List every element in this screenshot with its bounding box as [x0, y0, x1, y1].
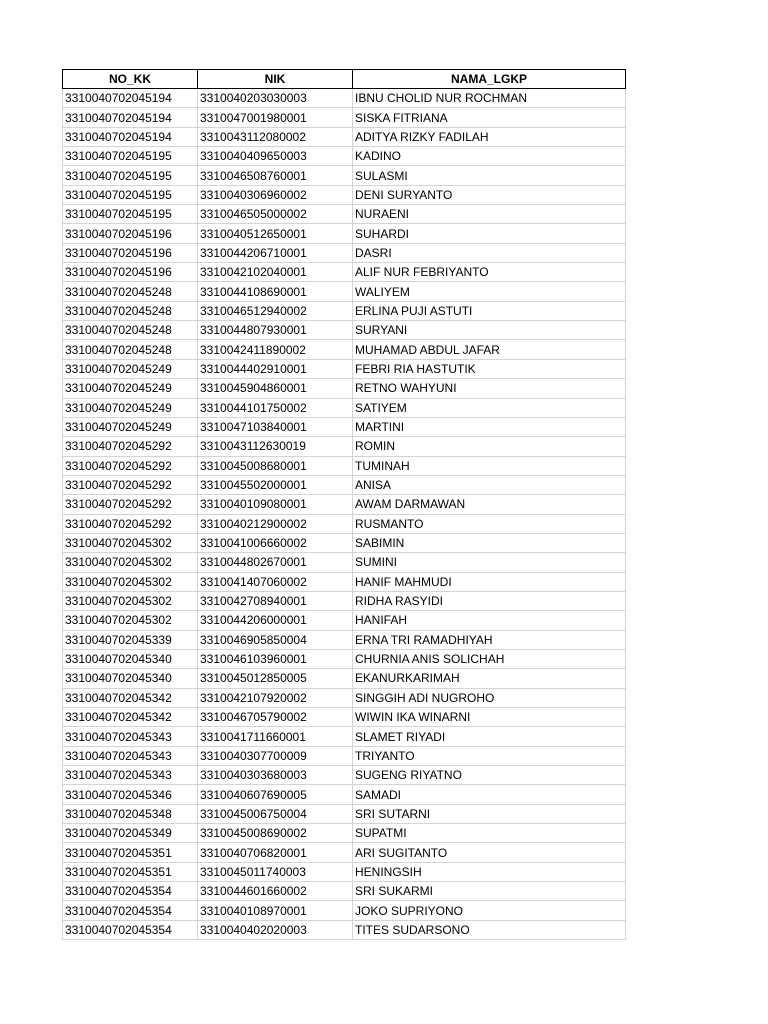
cell-no-kk: 3310040702045348: [63, 804, 198, 823]
table-row: [63, 901, 626, 920]
table-row: [63, 398, 626, 417]
cell-nama-lgkp: MUHAMAD ABDUL JAFAR: [353, 340, 626, 359]
cell-nama-lgkp: SULASMI: [353, 166, 626, 185]
cell-no-kk: 3310040702045343: [63, 746, 198, 765]
cell-nama-lgkp: CHURNIA ANIS SOLICHAH: [353, 649, 626, 668]
cell-nik: 3310046705790002: [198, 708, 353, 727]
cell-nama-lgkp: TUMINAH: [353, 456, 626, 475]
table-row: [63, 533, 626, 552]
cell-no-kk: 3310040702045292: [63, 456, 198, 475]
cell-no-kk: 3310040702045292: [63, 475, 198, 494]
header-row: [63, 70, 626, 89]
cell-nama-lgkp: DENI SURYANTO: [353, 185, 626, 204]
cell-nama-lgkp: IBNU CHOLID NUR ROCHMAN: [353, 89, 626, 108]
cell-no-kk: 3310040702045340: [63, 649, 198, 668]
column-header-nik: NIK: [198, 70, 353, 89]
cell-nama-lgkp: SUHARDI: [353, 224, 626, 243]
cell-no-kk: 3310040702045351: [63, 843, 198, 862]
table-row: [63, 417, 626, 436]
table-row: [63, 475, 626, 494]
cell-nama-lgkp: RUSMANTO: [353, 514, 626, 533]
table-row: [63, 882, 626, 901]
cell-nama-lgkp: SINGGIH ADI NUGROHO: [353, 688, 626, 707]
table-row: [63, 746, 626, 765]
cell-nik: 3310040109080001: [198, 495, 353, 514]
cell-no-kk: 3310040702045302: [63, 611, 198, 630]
table-row: [63, 843, 626, 862]
cell-nama-lgkp: ERLINA PUJI ASTUTI: [353, 301, 626, 320]
cell-nama-lgkp: WALIYEM: [353, 282, 626, 301]
cell-no-kk: 3310040702045195: [63, 185, 198, 204]
cell-no-kk: 3310040702045195: [63, 147, 198, 166]
cell-no-kk: 3310040702045248: [63, 301, 198, 320]
table-row: [63, 127, 626, 146]
table-row: [63, 243, 626, 262]
cell-nik: 3310040706820001: [198, 843, 353, 862]
cell-nik: 3310044807930001: [198, 321, 353, 340]
cell-nama-lgkp: HENINGSIH: [353, 862, 626, 881]
cell-nama-lgkp: SUPATMI: [353, 824, 626, 843]
table-row: [63, 166, 626, 185]
cell-nama-lgkp: NURAENI: [353, 205, 626, 224]
cell-no-kk: 3310040702045349: [63, 824, 198, 843]
table-row: [63, 282, 626, 301]
cell-nik: 3310046505000002: [198, 205, 353, 224]
cell-no-kk: 3310040702045302: [63, 533, 198, 552]
cell-nama-lgkp: RIDHA RASYIDI: [353, 591, 626, 610]
cell-nama-lgkp: FEBRI RIA HASTUTIK: [353, 359, 626, 378]
table-row: [63, 591, 626, 610]
cell-nama-lgkp: AWAM DARMAWAN: [353, 495, 626, 514]
cell-no-kk: 3310040702045342: [63, 688, 198, 707]
cell-no-kk: 3310040702045249: [63, 398, 198, 417]
cell-no-kk: 3310040702045340: [63, 669, 198, 688]
cell-nik: 3310044108690001: [198, 282, 353, 301]
cell-no-kk: 3310040702045196: [63, 243, 198, 262]
cell-nama-lgkp: KADINO: [353, 147, 626, 166]
cell-no-kk: 3310040702045354: [63, 920, 198, 939]
cell-nama-lgkp: HANIFAH: [353, 611, 626, 630]
cell-nama-lgkp: SRI SUKARMI: [353, 882, 626, 901]
cell-no-kk: 3310040702045248: [63, 282, 198, 301]
cell-no-kk: 3310040702045302: [63, 553, 198, 572]
cell-nama-lgkp: SUMINI: [353, 553, 626, 572]
cell-no-kk: 3310040702045196: [63, 224, 198, 243]
cell-nik: 3310044601660002: [198, 882, 353, 901]
cell-no-kk: 3310040702045248: [63, 340, 198, 359]
table-row: [63, 862, 626, 881]
cell-no-kk: 3310040702045194: [63, 108, 198, 127]
cell-no-kk: 3310040702045354: [63, 882, 198, 901]
cell-nik: 3310045008690002: [198, 824, 353, 843]
cell-nik: 3310042411890002: [198, 340, 353, 359]
cell-no-kk: 3310040702045195: [63, 166, 198, 185]
table-row: [63, 456, 626, 475]
cell-nik: 3310046508760001: [198, 166, 353, 185]
cell-nama-lgkp: SATIYEM: [353, 398, 626, 417]
cell-no-kk: 3310040702045339: [63, 630, 198, 649]
cell-nik: 3310040607690005: [198, 785, 353, 804]
cell-nik: 3310045012850005: [198, 669, 353, 688]
cell-nik: 3310043112630019: [198, 437, 353, 456]
cell-nik: 3310047103840001: [198, 417, 353, 436]
cell-nik: 3310040108970001: [198, 901, 353, 920]
cell-nama-lgkp: ARI SUGITANTO: [353, 843, 626, 862]
cell-nama-lgkp: SURYANI: [353, 321, 626, 340]
table-row: [63, 224, 626, 243]
cell-no-kk: 3310040702045354: [63, 901, 198, 920]
cell-no-kk: 3310040702045249: [63, 379, 198, 398]
cell-no-kk: 3310040702045194: [63, 89, 198, 108]
cell-no-kk: 3310040702045249: [63, 359, 198, 378]
cell-nik: 3310042708940001: [198, 591, 353, 610]
cell-nik: 3310040203030003: [198, 89, 353, 108]
cell-nama-lgkp: SABIMIN: [353, 533, 626, 552]
table-row: [63, 263, 626, 282]
table-row: [63, 321, 626, 340]
cell-nama-lgkp: SAMADI: [353, 785, 626, 804]
cell-no-kk: 3310040702045292: [63, 437, 198, 456]
cell-nik: 3310040212900002: [198, 514, 353, 533]
cell-nik: 3310042102040001: [198, 263, 353, 282]
cell-no-kk: 3310040702045292: [63, 495, 198, 514]
cell-nama-lgkp: SUGENG RIYATNO: [353, 766, 626, 785]
cell-nik: 3310040512650001: [198, 224, 353, 243]
column-header-no-kk: NO_KK: [63, 70, 198, 89]
cell-nik: 3310041407060002: [198, 572, 353, 591]
cell-nik: 3310046103960001: [198, 649, 353, 668]
table-row: [63, 379, 626, 398]
cell-nik: 3310045011740003: [198, 862, 353, 881]
cell-nik: 3310040402020003: [198, 920, 353, 939]
table-row: [63, 301, 626, 320]
cell-no-kk: 3310040702045343: [63, 727, 198, 746]
cell-no-kk: 3310040702045346: [63, 785, 198, 804]
cell-nik: 3310047001980001: [198, 108, 353, 127]
cell-no-kk: 3310040702045342: [63, 708, 198, 727]
cell-nik: 3310046512940002: [198, 301, 353, 320]
table-row: [63, 727, 626, 746]
cell-nik: 3310042107920002: [198, 688, 353, 707]
table-row: [63, 708, 626, 727]
table-row: [63, 804, 626, 823]
table-row: [63, 553, 626, 572]
cell-nik: 3310044206710001: [198, 243, 353, 262]
cell-nama-lgkp: ADITYA RIZKY FADILAH: [353, 127, 626, 146]
table-row: [63, 185, 626, 204]
table-row: [63, 359, 626, 378]
cell-nik: 3310045008680001: [198, 456, 353, 475]
cell-nik: 3310045006750004: [198, 804, 353, 823]
cell-nik: 3310040306960002: [198, 185, 353, 204]
cell-nik: 3310040303680003: [198, 766, 353, 785]
cell-no-kk: 3310040702045194: [63, 127, 198, 146]
table-row: [63, 611, 626, 630]
cell-nama-lgkp: SRI SUTARNI: [353, 804, 626, 823]
cell-nama-lgkp: ERNA TRI RAMADHIYAH: [353, 630, 626, 649]
cell-nik: 3310041006660002: [198, 533, 353, 552]
table-row: [63, 669, 626, 688]
table-row: [63, 205, 626, 224]
cell-nama-lgkp: SLAMET RIYADI: [353, 727, 626, 746]
cell-nik: 3310044402910001: [198, 359, 353, 378]
cell-nik: 3310040307700009: [198, 746, 353, 765]
cell-no-kk: 3310040702045351: [63, 862, 198, 881]
table-row: [63, 824, 626, 843]
cell-nama-lgkp: JOKO SUPRIYONO: [353, 901, 626, 920]
table-row: [63, 785, 626, 804]
table-row: [63, 495, 626, 514]
table-row: [63, 649, 626, 668]
cell-nama-lgkp: EKANURKARIMAH: [353, 669, 626, 688]
cell-nik: 3310041711660001: [198, 727, 353, 746]
cell-no-kk: 3310040702045292: [63, 514, 198, 533]
cell-no-kk: 3310040702045196: [63, 263, 198, 282]
cell-nik: 3310044802670001: [198, 553, 353, 572]
cell-no-kk: 3310040702045195: [63, 205, 198, 224]
table-row: [63, 630, 626, 649]
cell-nama-lgkp: ANISA: [353, 475, 626, 494]
table-row: [63, 572, 626, 591]
table-row: [63, 766, 626, 785]
table-row: [63, 514, 626, 533]
data-table: [62, 69, 626, 940]
table-row: [63, 89, 626, 108]
cell-nama-lgkp: ROMIN: [353, 437, 626, 456]
cell-nik: 3310044206000001: [198, 611, 353, 630]
cell-nama-lgkp: RETNO WAHYUNI: [353, 379, 626, 398]
cell-nik: 3310044101750002: [198, 398, 353, 417]
cell-nama-lgkp: TITES SUDARSONO: [353, 920, 626, 939]
cell-nama-lgkp: MARTINI: [353, 417, 626, 436]
table-row: [63, 688, 626, 707]
cell-nik: 3310040409650003: [198, 147, 353, 166]
cell-no-kk: 3310040702045248: [63, 321, 198, 340]
table-row: [63, 108, 626, 127]
table-body: [63, 89, 626, 940]
cell-no-kk: 3310040702045343: [63, 766, 198, 785]
cell-nik: 3310043112080002: [198, 127, 353, 146]
cell-nama-lgkp: HANIF MAHMUDI: [353, 572, 626, 591]
column-header-nama-lgkp: NAMA_LGKP: [353, 70, 626, 89]
cell-no-kk: 3310040702045302: [63, 591, 198, 610]
cell-nama-lgkp: ALIF NUR FEBRIYANTO: [353, 263, 626, 282]
table-row: [63, 437, 626, 456]
cell-nama-lgkp: TRIYANTO: [353, 746, 626, 765]
cell-no-kk: 3310040702045302: [63, 572, 198, 591]
cell-nik: 3310045904860001: [198, 379, 353, 398]
table-row: [63, 340, 626, 359]
cell-nama-lgkp: DASRI: [353, 243, 626, 262]
cell-nama-lgkp: WIWIN IKA WINARNI: [353, 708, 626, 727]
table-row: [63, 920, 626, 939]
cell-nama-lgkp: SISKA FITRIANA: [353, 108, 626, 127]
cell-nik: 3310046905850004: [198, 630, 353, 649]
table-row: [63, 147, 626, 166]
table-header: [63, 70, 626, 89]
cell-nik: 3310045502000001: [198, 475, 353, 494]
cell-no-kk: 3310040702045249: [63, 417, 198, 436]
